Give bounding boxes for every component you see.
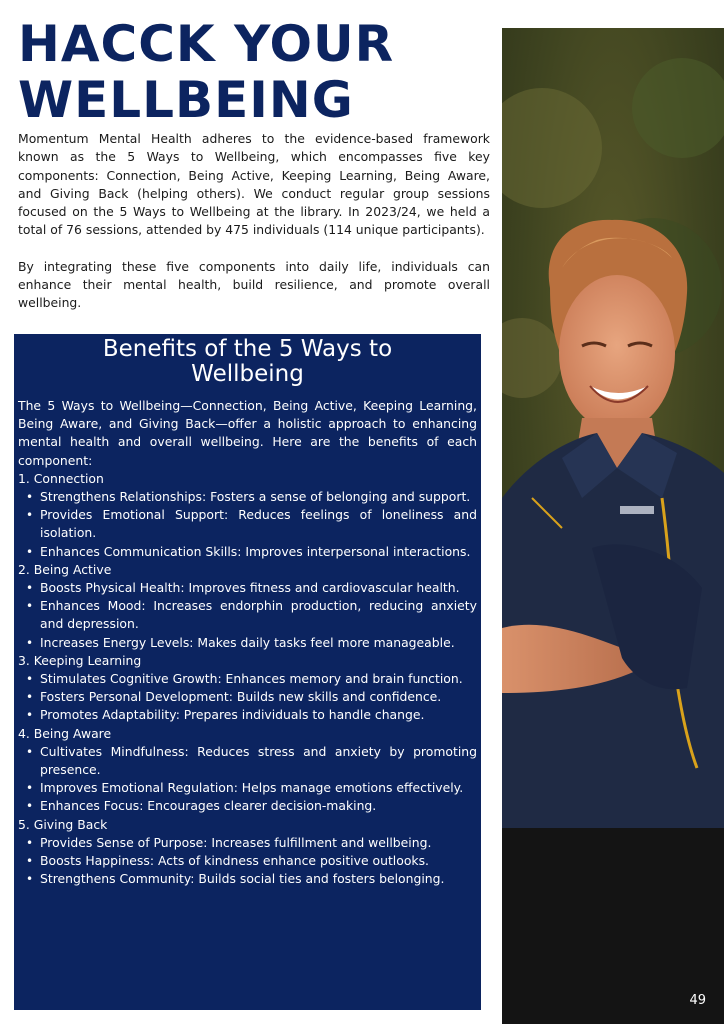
intro-paragraph-2: By integrating these five components into daily life, individuals can enhance their mental health, build resilience, and promote overall wellbeing.	[18, 258, 490, 311]
benefit-text: Enhances Mood: Increases endorphin production, reducing anxiety and depression.	[40, 598, 477, 632]
bullet-icon: •	[26, 672, 34, 687]
bullet-icon: •	[26, 490, 34, 505]
bullet-icon: •	[26, 872, 34, 887]
benefit-text: Stimulates Cognitive Growth: Enhances memory and brain function.	[40, 671, 463, 687]
benefit-text: Provides Emotional Support: Reduces feelings of loneliness and isolation.	[40, 507, 477, 541]
benefits-sections	[18, 470, 477, 889]
benefit-text: Provides Sense of Purpose: Increases fulfillment and wellbeing.	[40, 834, 432, 850]
benefit-text: Promotes Adaptability: Prepares individuals to handle change.	[40, 707, 425, 723]
benefit-item	[18, 779, 477, 797]
benefit-text: Increases Energy Levels: Makes daily tasks feel more manageable.	[40, 634, 455, 650]
bullet-icon: •	[26, 635, 34, 650]
section-heading: 5. Giving Back	[18, 816, 108, 832]
section-heading: 4. Being Aware	[18, 725, 112, 741]
bullet-icon: •	[26, 708, 34, 723]
benefit-item	[18, 543, 477, 561]
benefit-item	[18, 688, 477, 706]
benefit-text: Cultivates Mindfulness: Reduces stress and anxiety by promoting presence.	[40, 743, 477, 778]
benefit-item	[18, 852, 477, 870]
bullet-icon: •	[26, 799, 34, 814]
benefit-text: Enhances Focus: Encourages clearer decision-making.	[40, 798, 377, 814]
benefit-text: Improves Emotional Regulation: Helps manage emotions effectively.	[40, 780, 464, 796]
benefit-item	[18, 743, 477, 779]
page-number: 49	[689, 993, 706, 1008]
benefit-item	[18, 834, 477, 852]
bullet-icon: •	[26, 854, 34, 869]
bullet-icon: •	[26, 544, 34, 559]
benefit-item	[18, 579, 477, 597]
benefits-panel-title: Benefits of the 5 Ways to Wellbeing	[102, 336, 393, 387]
section-heading: 2. Being Active	[18, 561, 112, 577]
benefit-list	[18, 670, 477, 725]
intro-paragraph-1: Momentum Mental Health adheres to the evidence-based framework known as the 5 Ways to Wellbeing, which encompasses five key components: Connection, Being Active, Keeping Learning, Being Aware, and Giving Back (helping others). We conduct regular group sessions focused on the 5 Ways to Wellbeing at the library. In 2023/24, we held a total of 76 sessions, attended by 475 individuals (114 unique participants).	[18, 131, 490, 238]
benefit-text: Fosters Personal Development: Builds new skills and confidence.	[40, 689, 442, 705]
benefit-text: Boosts Happiness: Acts of kindness enhance positive outlooks.	[40, 853, 429, 869]
benefits-panel	[14, 334, 481, 1010]
benefit-list	[18, 743, 477, 816]
benefit-list	[18, 488, 477, 561]
benefit-text: Enhances Communication Skills: Improves interpersonal interactions.	[40, 543, 471, 559]
woman-portrait-photo	[502, 28, 724, 1024]
benefit-item	[18, 506, 477, 542]
bullet-icon: •	[26, 599, 34, 614]
benefit-item	[18, 488, 477, 506]
bullet-icon: •	[26, 781, 34, 796]
benefit-item	[18, 634, 477, 652]
page-title: HACCK YOUR WELLBEING	[18, 15, 395, 129]
intro-text	[18, 130, 490, 313]
benefit-list	[18, 579, 477, 652]
benefit-item	[18, 670, 477, 688]
benefit-text: Boosts Physical Health: Improves fitness and cardiovascular health.	[40, 580, 460, 596]
bullet-icon: •	[26, 581, 34, 596]
bullet-icon: •	[26, 508, 34, 523]
benefit-item	[18, 706, 477, 724]
section-heading: 3. Keeping Learning	[18, 652, 142, 668]
section-heading: 1. Connection	[18, 470, 104, 486]
benefits-panel-intro: The 5 Ways to Wellbeing—Connection, Being Active, Keeping Learning, Being Aware, and Giving Back—offer a holistic approach to enhancing mental health and overall wellbeing. Here are the benefits of each component:	[18, 398, 477, 468]
benefit-text: Strengthens Relationships: Fosters a sense of belonging and support.	[40, 489, 471, 505]
bullet-icon: •	[26, 835, 34, 850]
bullet-icon: •	[26, 744, 34, 759]
bullet-icon: •	[26, 690, 34, 705]
benefit-item	[18, 797, 477, 815]
benefit-item	[18, 597, 477, 633]
benefit-item	[18, 870, 477, 888]
benefit-text: Strengthens Community: Builds social ties and fosters belonging.	[40, 871, 445, 887]
benefit-list	[18, 834, 477, 889]
